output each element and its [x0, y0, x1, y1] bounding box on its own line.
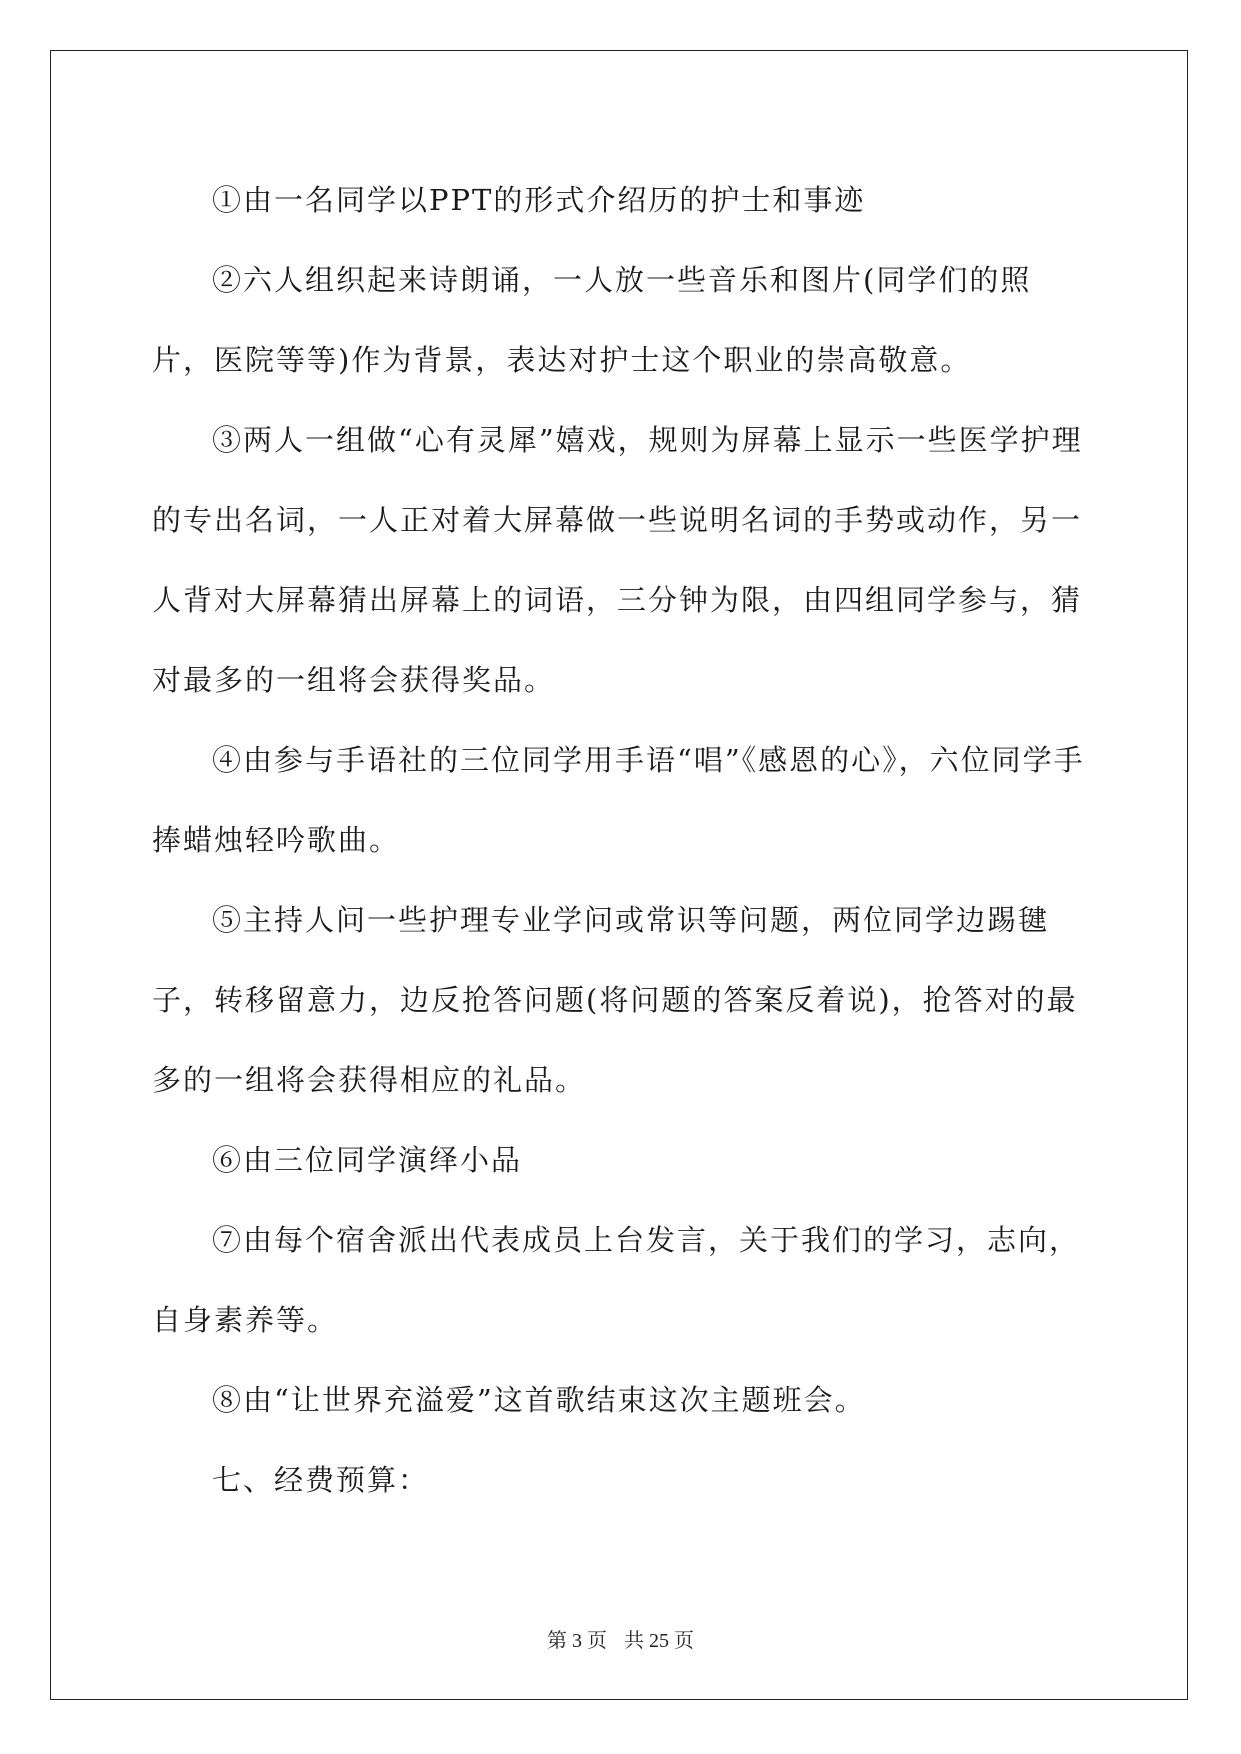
paragraph-item-6: ⑥由三位同学演绎小品 [212, 1143, 523, 1177]
paragraph-item-8: ⑧由“让世界充溢爱”这首歌结束这次主题班会。 [212, 1383, 866, 1417]
page-footer [0, 1624, 1241, 1653]
section-heading-budget: 七、经费预算： [212, 1463, 430, 1497]
paragraph-item-7: ⑦由每个宿舍派出代表成员上台发言，关于我们的学习，志向，自身素养等。 [152, 1223, 1081, 1337]
paragraph-item-1: ①由一名同学以PPT的形式介绍历的护士和事迹 [212, 183, 866, 217]
total-pages: 共 25 页 [624, 1630, 694, 1652]
paragraph-item-2: ②六人组织起来诗朗诵，一人放一些音乐和图片(同学们的照片，医院等等)作为背景，表达对护士这个职业的崇高敬意。 [152, 263, 1032, 377]
page-number: 第 3 页 [547, 1630, 607, 1652]
paragraph-item-4: ④由参与手语社的三位同学用手语“唱”《感恩的心》，六位同学手捧蜡烛轻吟歌曲。 [152, 743, 1085, 857]
paragraph-item-5: ⑤主持人问一些护理专业学问或常识等问题，两位同学边踢毽子，转移留意力，边反抢答问题(将问题的答案反着说)，抢答对的最多的一组将会获得相应的礼品。 [152, 903, 1078, 1097]
document-body [152, 160, 1092, 1520]
paragraph-item-3: ③两人一组做“心有灵犀”嬉戏，规则为屏幕上显示一些医学护理的专出名词，一人正对着大屏幕做一些说明名词的手势或动作，另一人背对大屏幕猜出屏幕上的词语，三分钟为限，由四组同学参与，猜对最多的一组将会获得奖品。 [152, 423, 1083, 697]
